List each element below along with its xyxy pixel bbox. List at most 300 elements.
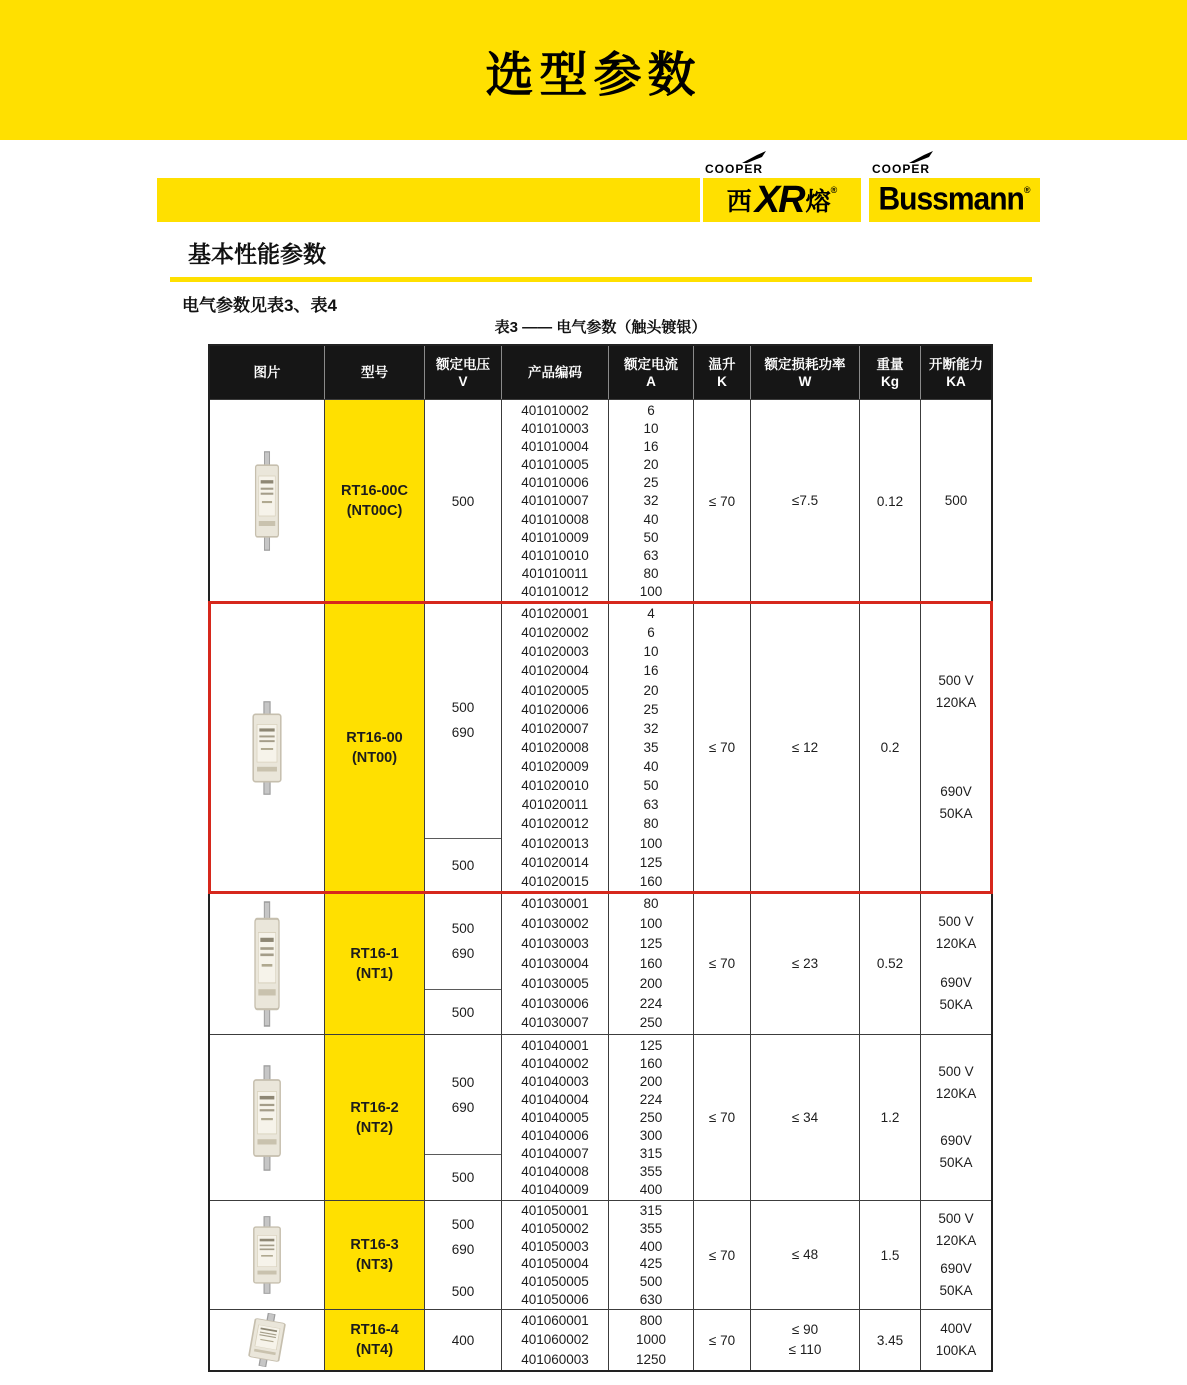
rated-current: 20 [643, 457, 659, 473]
model-alt-name: (NT1) [355, 965, 394, 982]
breaking-capacity-cell [920, 893, 991, 1034]
product-code: 401050001 [521, 1203, 589, 1219]
voltage-cell [424, 1035, 501, 1200]
power-loss-value: ≤ 110 [788, 1342, 822, 1357]
product-photo [247, 901, 287, 1027]
voltage-cell [424, 400, 501, 602]
product-code: 401040004 [521, 1091, 589, 1107]
rated-voltage: 400 [451, 1332, 475, 1348]
header-cell-8 [920, 346, 991, 399]
header-cell-7 [859, 346, 920, 399]
breaking-capacity-value: 690V [940, 784, 972, 799]
breaking-capacity-group [936, 1318, 977, 1362]
rated-current: 6 [647, 402, 655, 418]
rated-current: 20 [643, 682, 659, 698]
product-code: 401020005 [521, 682, 589, 698]
rated-current: 80 [643, 816, 659, 832]
cooper-wordmark [872, 162, 930, 176]
breaking-capacity-value: 120KA [935, 1085, 977, 1101]
cooper-wordmark [705, 162, 763, 176]
product-code: 401010012 [521, 584, 589, 600]
breaking-capacity-group [936, 1208, 977, 1252]
product-code: 401030002 [521, 916, 589, 932]
product-code: 401010003 [521, 420, 589, 436]
breaking-capacity-group [936, 911, 977, 955]
product-code: 401030006 [521, 995, 589, 1011]
header-cell-3 [501, 346, 608, 399]
temp-rise-value: ≤ 70 [708, 956, 736, 971]
model-name: RT16-00 [346, 729, 403, 746]
product-code: 401030001 [521, 896, 589, 912]
code-list [501, 1310, 608, 1370]
model-name: RT16-2 [350, 1099, 399, 1116]
table-block-rt16-1 [210, 892, 991, 1034]
breaking-capacity-value: 100KA [935, 1343, 977, 1358]
rated-current: 32 [643, 493, 659, 509]
breaking-capacity-value: 50KA [939, 1283, 973, 1299]
product-code: 401040008 [521, 1164, 589, 1180]
cooper-label: COOPER [872, 162, 931, 176]
product-code: 401030004 [521, 955, 589, 971]
table-reference-note: 电气参数见表3、表4 [182, 296, 337, 315]
product-code: 401010008 [521, 511, 589, 527]
temp-rise-value: ≤ 70 [708, 740, 736, 755]
breaking-capacity-value: 50KA [939, 997, 973, 1013]
current-list [608, 893, 693, 1034]
product-code: 401040007 [521, 1146, 589, 1162]
header-unit: V [458, 373, 468, 389]
power-loss-value: ≤ 90 [791, 1322, 819, 1337]
header-label: 额定电流 [624, 356, 678, 372]
rated-current: 80 [643, 896, 659, 912]
product-code: 401030007 [521, 1015, 589, 1031]
xr-logo-xr: XR [754, 179, 804, 221]
product-code: 401020003 [521, 644, 589, 660]
rated-current: 250 [639, 1109, 663, 1125]
rated-voltage: 500 [451, 857, 475, 873]
voltage-cell [424, 893, 501, 1034]
power-loss-cell [750, 400, 859, 602]
product-code: 401020010 [521, 778, 589, 794]
header-unit: W [798, 373, 812, 389]
rated-current: 25 [643, 701, 659, 717]
model-alt-name: (NT00) [351, 749, 398, 766]
rated-current: 100 [639, 584, 663, 600]
header-cell-1 [324, 346, 424, 399]
voltage-group [425, 400, 501, 602]
breaking-capacity-value: 400V [940, 1321, 972, 1336]
breaking-capacity-group [939, 1258, 972, 1302]
breaking-capacity-group [939, 781, 972, 825]
product-code: 401040002 [521, 1055, 589, 1071]
header-unit: KA [946, 373, 966, 389]
voltage-cell [424, 1310, 501, 1370]
rated-current: 1000 [635, 1332, 667, 1348]
current-list [608, 1035, 693, 1200]
rated-current: 425 [639, 1256, 663, 1272]
xr-logo-rong: 熔 [805, 188, 831, 216]
weight-cell [859, 1201, 920, 1309]
breaking-capacity-cell [920, 1201, 991, 1309]
bussmann-wordmark: Bussmann [878, 181, 1024, 218]
model-alt-name: (NT00C) [346, 503, 403, 519]
product-code: 401030003 [521, 936, 589, 952]
cooper-flag-icon [741, 151, 767, 166]
power-loss-value: ≤7.5 [791, 493, 819, 508]
table-caption: 表3 —— 电气参数（触头镀银） [494, 319, 707, 336]
model-name: RT16-3 [350, 1237, 399, 1253]
table-block-rt16-3 [210, 1200, 991, 1309]
rated-current: 100 [639, 835, 663, 851]
power-loss-cell [750, 1310, 859, 1370]
breaking-capacity-value: 120KA [935, 1232, 977, 1248]
voltage-group [425, 893, 501, 989]
product-code: 401020007 [521, 720, 589, 736]
model-name: RT16-1 [350, 945, 399, 962]
breaking-capacity-value: 500 [944, 493, 968, 508]
spec-table [208, 344, 993, 1372]
rated-voltage: 500 [451, 1074, 475, 1090]
header-label: 重量 [876, 356, 904, 372]
header-label: 开断能力 [929, 356, 983, 372]
weight-cell [859, 1035, 920, 1200]
code-list [501, 1201, 608, 1309]
header-label: 温升 [708, 356, 736, 372]
rated-voltage: 690 [451, 1099, 475, 1115]
rated-current: 50 [643, 778, 659, 794]
power-loss-value: ≤ 48 [791, 1247, 819, 1262]
product-photo [245, 1065, 289, 1171]
rated-current: 200 [639, 1073, 663, 1089]
rated-current: 16 [643, 438, 659, 454]
rated-current: 315 [639, 1146, 663, 1162]
rated-voltage: 500 [451, 1170, 475, 1186]
product-code: 401020008 [521, 739, 589, 755]
product-code: 401010005 [521, 457, 589, 473]
breaking-capacity-value: 500 V [938, 673, 974, 688]
breaking-capacity-value: 690V [940, 1133, 972, 1149]
temp-rise-value: ≤ 70 [708, 1247, 736, 1263]
brand-strip [157, 178, 700, 222]
product-code: 401040009 [521, 1182, 589, 1198]
rated-voltage: 690 [451, 725, 475, 741]
weight-cell [859, 893, 920, 1034]
rated-current: 100 [639, 916, 663, 932]
product-code: 401060002 [521, 1332, 589, 1348]
breaking-capacity-value: 500 V [938, 1063, 974, 1079]
rated-current: 200 [639, 975, 663, 991]
rated-voltage: 500 [451, 1283, 475, 1299]
product-code: 401040005 [521, 1109, 589, 1125]
rated-current: 300 [639, 1128, 663, 1144]
breaking-capacity-cell [920, 1035, 991, 1200]
voltage-group [425, 989, 501, 1034]
bussmann-logo [869, 178, 1040, 222]
product-code: 401050005 [521, 1273, 589, 1289]
voltage-cell [424, 1201, 501, 1309]
model-name: RT16-4 [350, 1322, 399, 1338]
product-code: 401060001 [521, 1313, 589, 1329]
product-code: 401020004 [521, 663, 589, 679]
product-code: 401020015 [521, 873, 589, 889]
header-label: 图片 [253, 365, 281, 380]
product-code: 401050002 [521, 1220, 589, 1236]
weight-cell [859, 400, 920, 602]
header-label: 型号 [361, 365, 388, 380]
voltage-group [425, 1201, 501, 1273]
top-banner [0, 0, 1187, 140]
product-photo [245, 1216, 289, 1294]
rated-current: 160 [639, 1055, 663, 1071]
registered-mark-icon: ® [830, 185, 838, 195]
product-code: 401050003 [521, 1238, 589, 1254]
product-code: 401020001 [521, 606, 589, 622]
temp-rise-value: ≤ 70 [708, 1332, 736, 1348]
cooper-label: COOPER [705, 162, 764, 176]
header-cell-6 [750, 346, 859, 399]
rated-current: 400 [639, 1182, 663, 1198]
table-body [210, 399, 991, 1370]
product-code: 401050004 [521, 1256, 589, 1272]
table-header-row [210, 346, 991, 399]
breaking-capacity-group [939, 972, 972, 1016]
photo-cell [210, 400, 324, 602]
rated-current: 4 [647, 606, 655, 622]
rated-current: 32 [643, 720, 659, 736]
xr-fuse-logo [703, 178, 861, 222]
voltage-group [425, 603, 501, 838]
photo-cell [210, 893, 324, 1034]
breaking-capacity-value: 690V [940, 975, 972, 991]
rated-current: 250 [639, 1015, 663, 1031]
power-loss-cell [750, 603, 859, 892]
rated-current: 50 [643, 529, 659, 545]
voltage-group [425, 1035, 501, 1154]
model-alt-name: (NT2) [355, 1119, 394, 1136]
header-unit: K [717, 373, 727, 389]
temp-rise-cell [693, 603, 750, 892]
temp-rise-cell [693, 400, 750, 602]
weight-value: 0.12 [876, 493, 904, 509]
weight-cell [859, 1310, 920, 1370]
rated-current: 80 [643, 566, 659, 582]
header-cell-5 [693, 346, 750, 399]
header-label: 产品编码 [528, 365, 582, 380]
power-loss-cell [750, 893, 859, 1034]
weight-value: 0.2 [880, 740, 900, 755]
breaking-capacity-value: 120KA [935, 935, 977, 951]
header-cell-4 [608, 346, 693, 399]
cooper-flag-icon [908, 151, 934, 166]
temp-rise-cell [693, 893, 750, 1034]
product-code: 401020012 [521, 816, 589, 832]
product-photo [244, 701, 290, 795]
photo-cell [210, 1201, 324, 1309]
product-code: 401010002 [521, 402, 589, 418]
breaking-capacity-cell [920, 400, 991, 602]
model-alt-name: (NT3) [355, 1257, 394, 1273]
rated-voltage: 690 [451, 946, 475, 962]
breaking-capacity-group [945, 490, 968, 512]
rated-current: 6 [647, 625, 655, 641]
rated-current: 1250 [635, 1351, 667, 1367]
model-cell [324, 1310, 424, 1370]
header-cell-0 [210, 346, 324, 399]
breaking-capacity-value: 50KA [939, 806, 973, 821]
page-title: 选型参数 [485, 48, 702, 102]
product-photo [248, 451, 286, 551]
model-cell [324, 1035, 424, 1200]
rated-voltage: 500 [451, 493, 475, 509]
breaking-capacity-value: 50KA [939, 1155, 973, 1171]
header-unit: Kg [881, 373, 899, 389]
product-code: 401020013 [521, 835, 589, 851]
current-list [608, 400, 693, 602]
photo-cell [210, 1035, 324, 1200]
product-code: 401010011 [521, 566, 589, 582]
rated-current: 224 [639, 1091, 663, 1107]
product-code: 401010009 [521, 529, 589, 545]
rated-current: 355 [639, 1220, 663, 1236]
product-photo [238, 1309, 297, 1371]
rated-voltage: 500 [451, 700, 475, 716]
rated-current: 25 [643, 475, 659, 491]
header-unit: A [646, 373, 656, 389]
rated-current: 630 [639, 1291, 663, 1307]
product-code: 401020014 [521, 854, 589, 870]
code-list [501, 400, 608, 602]
rated-voltage: 500 [451, 921, 475, 937]
table-block-rt16-00 [210, 602, 991, 892]
product-code: 401020009 [521, 759, 589, 775]
breaking-capacity-cell [920, 603, 991, 892]
rated-current: 16 [643, 663, 659, 679]
voltage-group [425, 1154, 501, 1200]
model-cell [324, 400, 424, 602]
rated-current: 10 [643, 420, 659, 436]
code-list [501, 1035, 608, 1200]
breaking-capacity-value: 690V [940, 1261, 972, 1277]
section-underline [170, 277, 1032, 282]
product-code: 401020011 [521, 797, 589, 813]
temp-rise-cell [693, 1035, 750, 1200]
power-loss-value: ≤ 34 [791, 1109, 819, 1125]
rated-current: 160 [639, 955, 663, 971]
breaking-capacity-value: 500 V [938, 913, 974, 929]
rated-current: 315 [639, 1203, 663, 1219]
model-cell [324, 893, 424, 1034]
photo-cell [210, 603, 324, 892]
code-list [501, 893, 608, 1034]
temp-rise-value: ≤ 70 [708, 493, 736, 509]
product-code: 401040003 [521, 1073, 589, 1089]
rated-current: 125 [639, 1037, 663, 1053]
voltage-group [425, 1310, 501, 1370]
header-cell-2 [424, 346, 501, 399]
weight-cell [859, 603, 920, 892]
model-alt-name: (NT4) [355, 1342, 394, 1358]
voltage-group [425, 838, 501, 892]
product-code: 401020002 [521, 625, 589, 641]
current-list [608, 1310, 693, 1370]
rated-current: 800 [639, 1313, 663, 1329]
weight-value: 1.2 [880, 1110, 900, 1125]
code-list [501, 603, 608, 892]
breaking-capacity-value: 500 V [938, 1210, 974, 1226]
model-name: RT16-00C [341, 483, 408, 499]
product-code: 401040001 [521, 1037, 589, 1053]
power-loss-cell [750, 1201, 859, 1309]
voltage-group [425, 1273, 501, 1309]
rated-current: 224 [639, 995, 663, 1011]
product-code: 401050006 [521, 1291, 589, 1307]
model-cell [324, 603, 424, 892]
registered-mark-icon: ® [1023, 185, 1031, 195]
xr-logo-xi: 西 [726, 188, 752, 216]
rated-voltage: 500 [451, 1004, 475, 1020]
temp-rise-cell [693, 1201, 750, 1309]
breaking-capacity-cell [920, 1310, 991, 1370]
current-list [608, 603, 693, 892]
rated-voltage: 500 [451, 1217, 475, 1232]
table-block-rt16-2 [210, 1034, 991, 1200]
rated-voltage: 690 [451, 1242, 475, 1257]
power-loss-value: ≤ 23 [791, 955, 819, 971]
rated-current: 125 [639, 936, 663, 952]
power-loss-value: ≤ 12 [791, 739, 819, 755]
weight-value: 0.52 [876, 956, 904, 971]
breaking-capacity-group [936, 670, 977, 714]
rated-current: 500 [639, 1273, 663, 1289]
rated-current: 35 [643, 739, 659, 755]
rated-current: 400 [639, 1238, 663, 1254]
rated-current: 10 [643, 644, 659, 660]
voltage-cell [424, 603, 501, 892]
rated-current: 160 [639, 873, 663, 889]
rated-current: 63 [643, 797, 659, 813]
rated-current: 63 [643, 547, 659, 563]
product-code: 401040006 [521, 1128, 589, 1144]
photo-cell [210, 1310, 324, 1370]
weight-value: 1.5 [880, 1247, 900, 1263]
temp-rise-value: ≤ 70 [708, 1110, 736, 1125]
product-code: 401010007 [521, 493, 589, 509]
product-code: 401020006 [521, 701, 589, 717]
rated-current: 125 [639, 854, 663, 870]
rated-current: 40 [643, 759, 659, 775]
rated-current: 355 [639, 1164, 663, 1180]
model-cell [324, 1201, 424, 1309]
header-label: 额定损耗功率 [764, 356, 846, 372]
breaking-capacity-group [936, 1061, 977, 1105]
product-code: 401010004 [521, 438, 589, 454]
breaking-capacity-group [939, 1130, 972, 1174]
power-loss-cell [750, 1035, 859, 1200]
table-block-rt16-00c [210, 399, 991, 602]
breaking-capacity-value: 120KA [935, 695, 977, 710]
current-list [608, 1201, 693, 1309]
product-code: 401030005 [521, 975, 589, 991]
section-heading: 基本性能参数 [188, 241, 326, 267]
rated-current: 40 [643, 511, 659, 527]
header-label: 额定电压 [436, 356, 490, 372]
table-block-rt16-4 [210, 1309, 991, 1370]
temp-rise-cell [693, 1310, 750, 1370]
weight-value: 3.45 [876, 1332, 904, 1348]
product-code: 401060003 [521, 1351, 589, 1367]
product-code: 401010010 [521, 547, 589, 563]
product-code: 401010006 [521, 475, 589, 491]
